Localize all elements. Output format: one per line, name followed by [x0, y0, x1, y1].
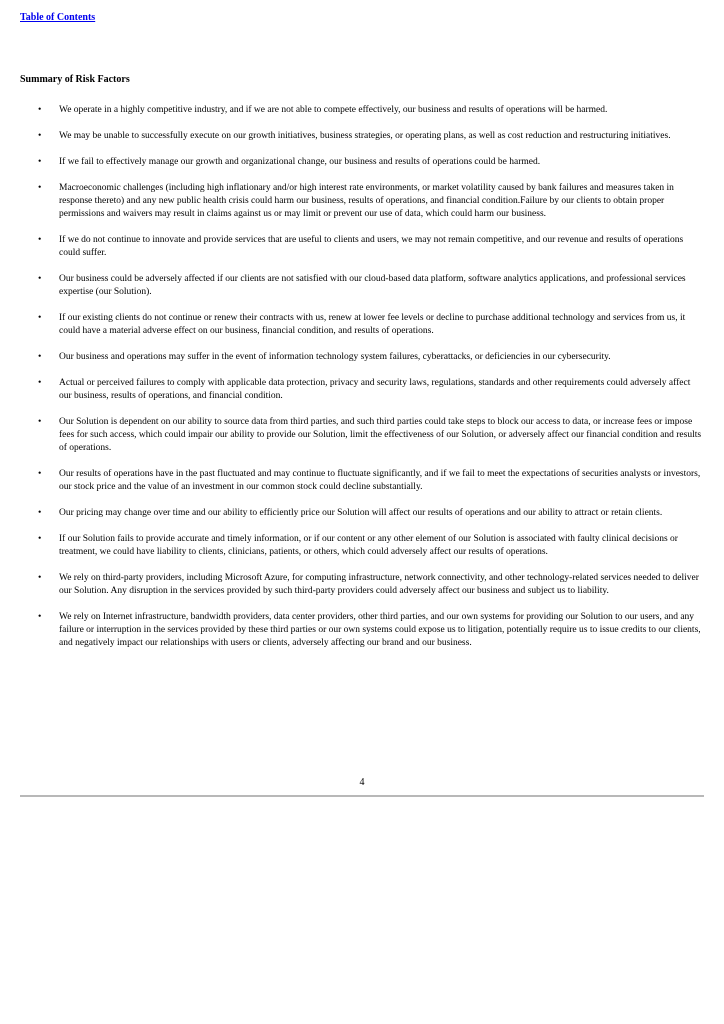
risk-factor-text: Macroeconomic challenges (including high inflationary and/or high interest rate environments, or market volatility caused by bank failures and measures taken in response thereto) and any new public health crisis could harm our business, results of operations, and financial condition.Failure by our clients to obtain proper permissions and waivers may result in claims against us or may limit or prevent our use of data, which could harm our business.: [59, 183, 674, 219]
bullet-icon: •: [38, 612, 42, 622]
bullet-icon: •: [38, 157, 42, 167]
risk-factor-item: [0, 572, 724, 598]
risk-factor-item: [0, 273, 724, 299]
risk-factor-list: [0, 104, 724, 663]
page-divider: [20, 795, 704, 797]
risk-factor-item: [0, 377, 724, 403]
risk-factor-item: [0, 234, 724, 260]
bullet-icon: •: [38, 378, 42, 388]
bullet-icon: •: [38, 469, 42, 479]
bullet-icon: •: [38, 508, 42, 518]
risk-factor-text: Our pricing may change over time and our ability to efficiently price our Solution will affect our results of operations and our ability to attract or retain clients.: [59, 508, 663, 518]
risk-factor-item: [0, 104, 724, 117]
bullet-icon: •: [38, 235, 42, 245]
risk-factor-item: [0, 533, 724, 559]
risk-factor-text: We operate in a highly competitive industry, and if we are not able to compete effectively, our business and results of operations will be harmed.: [59, 105, 608, 115]
risk-factor-item: [0, 468, 724, 494]
risk-factor-text: If our Solution fails to provide accurate and timely information, or if our content or any other element of our Solution is associated with faulty clinical decisions or treatment, we could have liability to clients, clinicians, patients, or others, which could adversely affect our results of operations.: [59, 534, 678, 557]
bullet-icon: •: [38, 417, 42, 427]
bullet-icon: •: [38, 573, 42, 583]
risk-factor-text: We rely on Internet infrastructure, bandwidth providers, data center providers, other third parties, and our own systems for providing our Solution to our users, and any failure or interruption in the services provided by these third parties or our own systems could expose us to litigation, potentially require us to issue credits to our clients, and negatively impact our relationships with users or clients, adversely affecting our brand and our business.: [59, 612, 701, 648]
bullet-icon: •: [38, 352, 42, 362]
risk-factor-text: Our business could be adversely affected if our clients are not satisfied with our cloud-based data platform, software analytics applications, and professional services expertise (our Solution).: [59, 274, 686, 297]
risk-factor-item: [0, 507, 724, 520]
risk-factor-item: [0, 182, 724, 221]
risk-factor-text: If we do not continue to innovate and provide services that are useful to clients and users, we may not remain competitive, and our revenue and results of operations could suffer.: [59, 235, 684, 258]
bullet-icon: •: [38, 274, 42, 284]
risk-factor-text: Our results of operations have in the past fluctuated and may continue to fluctuate significantly, and if we fail to meet the expectations of securities analysts or investors, our stock price and the value of an investment in our common stock could decline substantially.: [59, 469, 701, 492]
risk-factor-text: Actual or perceived failures to comply with applicable data protection, privacy and security laws, regulations, standards and other requirements could adversely affect our business, results of operations, and financial condition.: [59, 378, 691, 401]
risk-factor-item: [0, 130, 724, 143]
table-of-contents-link[interactable]: Table of Contents: [20, 12, 96, 23]
bullet-icon: •: [38, 105, 42, 115]
risk-factor-text: If we fail to effectively manage our growth and organizational change, our business and results of operations could be harmed.: [59, 157, 541, 167]
bullet-icon: •: [38, 534, 42, 544]
risk-factor-item: [0, 156, 724, 169]
risk-factor-item: [0, 611, 724, 650]
risk-factor-text: If our existing clients do not continue or renew their contracts with us, renew at lower fee levels or decline to purchase additional technology and services from us, it could have a material adverse effect on our business, financial condition, and results of operations.: [59, 313, 686, 336]
page-number: 4: [359, 777, 365, 788]
risk-factor-item: [0, 351, 724, 364]
risk-factor-text: Our business and operations may suffer in the event of information technology system failures, cyberattacks, or deficiencies in our cybersecurity.: [59, 352, 611, 362]
section-title: Summary of Risk Factors: [20, 74, 130, 85]
risk-factor-item: [0, 416, 724, 455]
risk-factor-item: [0, 312, 724, 338]
bullet-icon: •: [38, 183, 42, 193]
risk-factor-text: We rely on third-party providers, including Microsoft Azure, for computing infrastructure, network connectivity, and other technology-related services needed to deliver our Solution. Any disruption in the services provided by such third-party providers could adversely affect our business and subject us to liability.: [59, 573, 699, 596]
risk-factor-text: Our Solution is dependent on our ability to source data from third parties, and such third parties could take steps to block our access to data, or increase fees or impose fees for such access, which could impair our ability to provide our Solution, limit the effectiveness of our Solution, or adversely affect our financial condition and results of operations.: [59, 417, 702, 453]
risk-factor-text: We may be unable to successfully execute on our growth initiatives, business strategies, or operating plans, as well as cost reduction and restructuring initiatives.: [59, 131, 671, 141]
bullet-icon: •: [38, 131, 42, 141]
bullet-icon: •: [38, 313, 42, 323]
